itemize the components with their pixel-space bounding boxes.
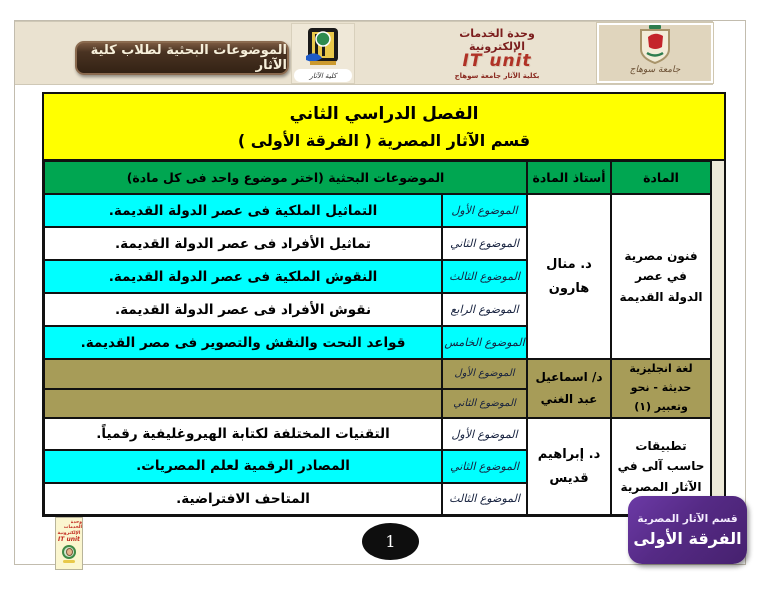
it-unit-block — [408, 24, 586, 84]
topic-text: قواعد النحت والنقش والتصوير فى مصر القديمة. — [44, 326, 442, 359]
topic-text: المصادر الرقمية لعلم المصريات. — [44, 450, 442, 482]
stamp-line2: الإلكترونية — [57, 530, 81, 536]
topic-text: النقوش الملكية فى عصر الدولة القديمة. — [44, 260, 442, 293]
research-topics-banner — [75, 41, 289, 75]
header-topics: الموضوعات البحثية (اختر موضوع واحد فى كل مادة) — [44, 161, 527, 194]
topic-label: الموضوع الخامس — [442, 326, 527, 359]
topic-text: التقنيات المختلفة لكتابة الهيروغليفية رقمياً. — [44, 418, 442, 450]
topic-label: الموضوع الأول — [442, 359, 527, 389]
table-title — [44, 94, 724, 161]
stamp-portrait — [66, 548, 73, 556]
topic-label: الموضوع الأول — [442, 418, 527, 450]
topic-label: الموضوع الثاني — [442, 227, 527, 260]
topic-text — [44, 359, 442, 389]
topic-label: الموضوع الأول — [442, 194, 527, 227]
topic-row — [44, 450, 527, 482]
header-professor: أستاذ المادة — [527, 161, 611, 194]
topic-row — [44, 483, 527, 515]
page-number-ellipse — [362, 523, 419, 560]
professor-cell: د. منال هارون — [527, 194, 611, 359]
section-english-language — [44, 359, 711, 418]
faculty-logo-block — [291, 23, 355, 84]
stamp-line1: وحدة الخدمات — [63, 520, 82, 531]
it-unit-stamp — [55, 517, 83, 570]
subject-cell: فنون مصرية في عصر الدولة القديمة — [611, 194, 711, 359]
topic-text: تماثيل الأفراد فى عصر الدولة القديمة. — [44, 227, 442, 260]
schedule-table — [42, 92, 726, 517]
stamp-wreath-icon — [62, 545, 76, 559]
section-computer-applications — [44, 418, 711, 515]
badge-department: قسم الآثار المصرية — [637, 512, 738, 525]
table-header-row — [44, 161, 711, 194]
topic-row — [44, 194, 527, 227]
topic-row — [44, 418, 527, 450]
topic-label: الموضوع الثالث — [442, 483, 527, 515]
stamp-wordmark: IT unit — [58, 536, 80, 544]
topic-row — [44, 260, 527, 293]
topic-label: الموضوع الثاني — [442, 450, 527, 482]
topic-label: الموضوع الثاني — [442, 389, 527, 419]
department-badge — [628, 496, 747, 564]
topic-row — [44, 227, 527, 260]
topic-text: التماثيل الملكية فى عصر الدولة القديمة. — [44, 194, 442, 227]
university-shield-icon — [637, 25, 673, 65]
topic-row — [44, 293, 527, 326]
professor-cell: د/ اسماعيل عبد الغني — [527, 359, 611, 418]
topic-row — [44, 389, 527, 419]
header-subject: المادة — [611, 161, 711, 194]
table-body — [44, 161, 724, 515]
topic-text — [44, 389, 442, 419]
page-number: 1 — [385, 532, 396, 551]
it-unit-line4: بكلية الآثار جامعة سوهاج — [454, 72, 540, 81]
badge-year: الفرقة الأولى — [633, 528, 742, 548]
topic-label: الموضوع الثالث — [442, 260, 527, 293]
subject-cell: لغة انجليزية حديثة - نحو وتعبير (١) — [611, 359, 711, 418]
topic-text: المتاحف الافتراضية. — [44, 483, 442, 515]
faculty-logo-icon — [302, 26, 344, 68]
title-department: قسم الآثار المصرية ( الفرقة الأولى ) — [237, 130, 531, 150]
topic-row — [44, 359, 527, 389]
table-side-strip — [711, 161, 724, 515]
topic-label: الموضوع الرابع — [442, 293, 527, 326]
section-egyptian-arts — [44, 194, 711, 359]
professor-cell: د. إبراهيم قديس — [527, 418, 611, 515]
stamp-ribbon — [63, 560, 75, 563]
university-logo-panel — [597, 23, 713, 83]
faculty-logo-caption: كلية الآثار — [294, 69, 352, 82]
it-unit-wordmark: IT unit — [462, 51, 532, 72]
topic-text: نقوش الأفراد فى عصر الدولة القديمة. — [44, 293, 442, 326]
title-semester: الفصل الدراسي الثاني — [289, 103, 479, 124]
banner-text: الموضوعات البحثية لطلاب كلية الآثار — [90, 43, 287, 73]
topic-row — [44, 326, 527, 359]
it-unit-line1: وحدة الخدمات — [459, 26, 535, 40]
it-unit-line2: الإلكترونية — [469, 39, 525, 53]
subject-cell: تطبيقات حاسب آلى في الآثار المصرية — [611, 418, 711, 515]
university-caption: جامعة سوهاج — [629, 65, 681, 75]
